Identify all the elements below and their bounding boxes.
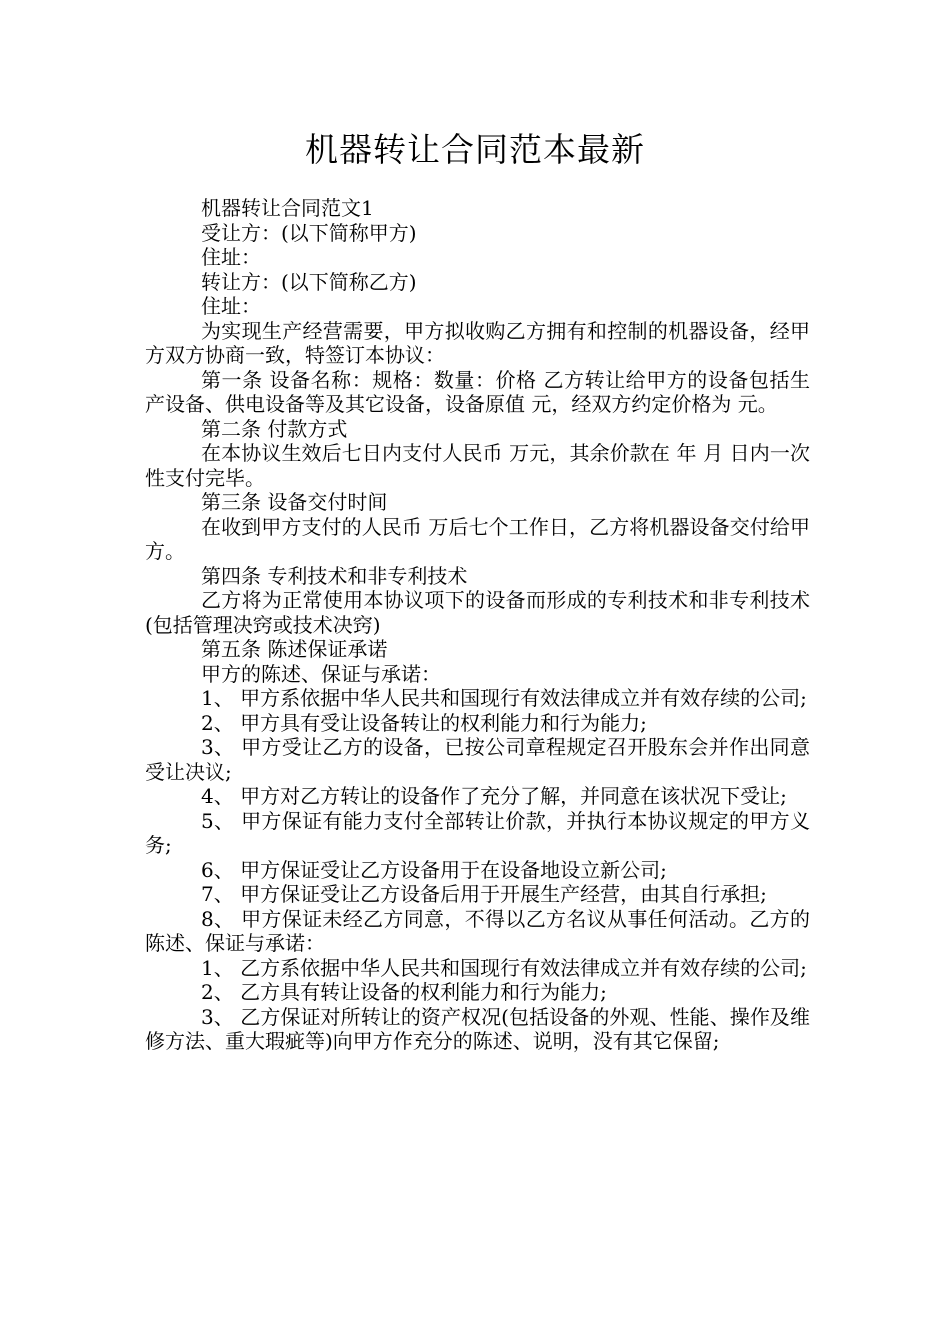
paragraph-party-b-item-3: 3、 乙方保证对所转让的资产权况(包括设备的外观、性能、操作及维修方法、重大瑕疵等)向甲方作充分的陈述、说明，没有其它保留; [145,1004,810,1053]
paragraph-party-a-item-2: 2、 甲方具有受让设备转让的权利能力和行为能力; [201,710,647,735]
paragraph-party-b-item-1: 1、 乙方系依据中华人民共和国现行有效法律成立并有效存续的公司; [201,955,807,980]
paragraph-contract-heading: 机器转让合同范文1 [201,196,374,220]
paragraph-party-a-item-5: 5、 甲方保证有能力支付全部转让价款，并执行本协议规定的甲方义务; [145,808,810,857]
paragraph-party-a-item-6: 6、 甲方保证受让乙方设备用于在设备地设立新公司; [201,857,667,882]
paragraph-article-3-heading: 第三条 设备交付时间 [201,490,388,514]
paragraph-article-4-body: 乙方将为正常使用本协议项下的设备而形成的专利技术和非专利技术(包括管理决窍或技术决窍) [145,588,810,637]
document-title: 机器转让合同范本最新 [305,130,645,169]
paragraph-article-4-heading: 第四条 专利技术和非专利技术 [201,563,468,588]
paragraph-assignee: 受让方：(以下简称甲方) [201,220,417,245]
paragraph-article-1: 第一条 设备名称：规格：数量：价格 乙方转让给甲方的设备包括生产设备、供电设备等及其它设备，设备原值 元，经双方约定价格为 元。 [145,367,810,416]
paragraph-party-a-item-4: 4、 甲方对乙方转让的设备作了充分了解，并同意在该状况下受让; [201,784,787,808]
paragraph-assignor-address: 住址： [201,294,261,318]
paragraph-assignee-address: 住址： [201,245,261,269]
paragraph-party-a-item-3: 3、 甲方受让乙方的设备，已按公司章程规定召开股东会并作出同意受让决议; [145,735,810,784]
paragraph-party-a-item-7: 7、 甲方保证受让乙方设备后用于开展生产经营，由其自行承担; [201,882,767,906]
paragraph-article-2-heading: 第二条 付款方式 [201,416,348,441]
paragraph-article-5-heading: 第五条 陈述保证承诺 [201,637,388,661]
paragraph-party-b-item-2: 2、 乙方具有转让设备的权利能力和行为能力; [201,980,607,1004]
document-body [145,196,810,1054]
paragraph-preamble: 为实现生产经营需要，甲方拟收购乙方拥有和控制的机器设备，经甲方双方协商一致，特签订本协议： [145,318,810,367]
paragraph-party-a-item-8: 8、 甲方保证未经乙方同意，不得以乙方名议从事任何活动。乙方的陈述、保证与承诺： [145,906,810,955]
paragraph-article-3-body: 在收到甲方支付的人民币 万后七个工作日，乙方将机器设备交付给甲方。 [145,514,810,563]
paragraph-assignor: 转让方：(以下简称乙方) [201,269,417,294]
paragraph-party-a-statements: 甲方的陈述、保证与承诺： [201,661,441,686]
paragraph-party-a-item-1: 1、 甲方系依据中华人民共和国现行有效法律成立并有效存续的公司; [201,686,807,710]
paragraph-article-2-body: 在本协议生效后七日内支付人民币 万元，其余价款在 年 月 日内一次性支付完毕。 [145,441,810,490]
